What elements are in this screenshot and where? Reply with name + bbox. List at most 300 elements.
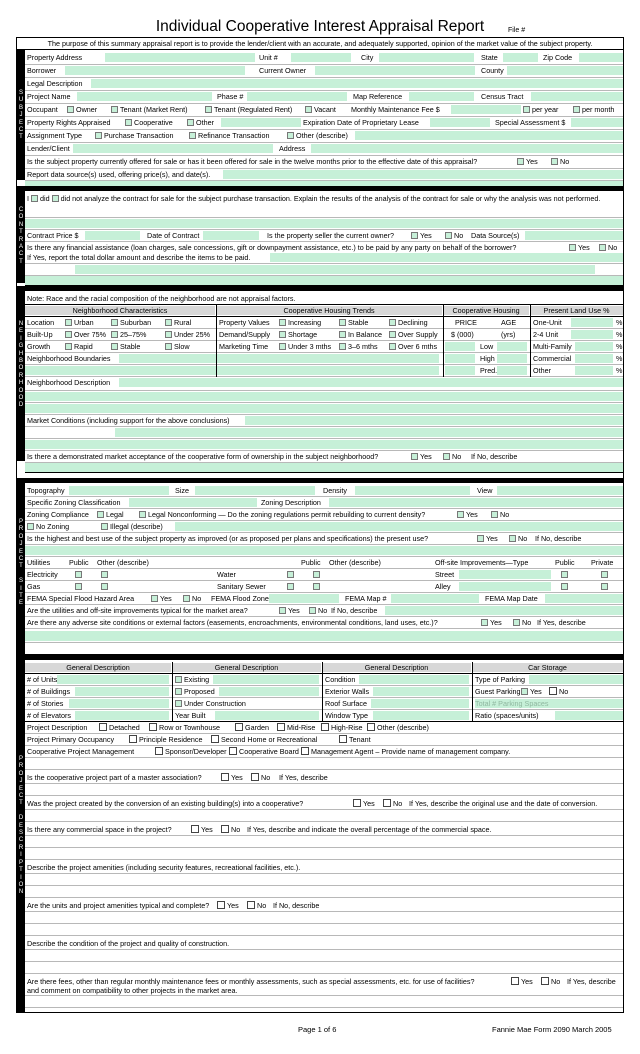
maint-fee-label: Monthly Maintenance Fee $ — [351, 105, 440, 114]
fema-yes-checkbox[interactable] — [151, 595, 158, 602]
rapid-checkbox[interactable] — [65, 343, 72, 350]
nbhd-description-field[interactable] — [119, 378, 623, 387]
refinance-label: Refinance Transaction — [198, 131, 270, 140]
illegal-checkbox[interactable] — [101, 523, 108, 530]
adverse-field[interactable] — [25, 631, 623, 641]
proj-row-conversion — [25, 796, 623, 810]
zoning-class-field[interactable] — [129, 498, 257, 507]
fema-yes-label: Yes — [160, 594, 172, 603]
guest-yes-checkbox[interactable] — [521, 688, 528, 695]
lender-field[interactable] — [73, 144, 273, 153]
elevators-field[interactable] — [75, 711, 169, 720]
did-checkbox[interactable] — [31, 195, 38, 202]
mgmt-agent-label: Management Agent – Provide name of management company. — [311, 747, 511, 756]
nbhd-header-row — [25, 305, 623, 317]
census-field[interactable] — [531, 92, 623, 101]
elevators-label: # of Elevators — [27, 711, 71, 720]
unit-field[interactable] — [291, 53, 351, 62]
special-assessment-field[interactable] — [571, 118, 623, 127]
expiration-label: Expiration Date of Proprietary Lease — [303, 118, 419, 127]
topography-label: Topography — [27, 486, 65, 495]
proj-other-checkbox[interactable] — [367, 723, 375, 731]
borrower-field[interactable] — [65, 66, 245, 75]
nbhd-row-desc2 — [25, 391, 623, 403]
hbu-no-checkbox[interactable] — [509, 535, 516, 542]
site-row-adverse2 — [25, 629, 623, 643]
market-conditions-field[interactable] — [245, 416, 623, 425]
existing-checkbox[interactable] — [175, 676, 182, 683]
alley-public-checkbox[interactable] — [561, 583, 568, 590]
sponsor-label: Sponsor/Developer — [165, 747, 227, 756]
offered-no-checkbox[interactable] — [551, 158, 558, 165]
rebuild-no-checkbox[interactable] — [491, 511, 498, 518]
nbhd-description-label: Neighborhood Description — [27, 378, 111, 387]
values-stable-checkbox[interactable] — [339, 319, 346, 326]
compliance-label: Zoning Compliance — [27, 510, 89, 519]
prop-values-label: Property Values — [219, 318, 270, 327]
nbhd-row-boundaries2 — [25, 365, 623, 377]
assist-no-checkbox[interactable] — [599, 244, 606, 251]
proj-row-conversion2 — [25, 810, 623, 822]
offered-no-label: No — [560, 157, 570, 166]
contract-row-analysis — [25, 193, 623, 218]
proposed-checkbox[interactable] — [175, 688, 182, 695]
nbhd-row-boundaries — [25, 353, 623, 365]
over75-checkbox[interactable] — [65, 331, 72, 338]
in-balance-label: In Balance — [348, 330, 382, 339]
proj-row-master — [25, 770, 623, 784]
site-section-bar: P R O J E C T S I T E — [17, 483, 25, 663]
site-row-adverse — [25, 617, 623, 629]
rural-checkbox[interactable] — [165, 319, 172, 326]
proj-row-typical2 — [25, 912, 623, 924]
acceptance-ifno-label: If No, describe — [471, 452, 518, 461]
nonconforming-checkbox[interactable] — [139, 511, 146, 518]
map-ref-field[interactable] — [409, 92, 474, 101]
vacant-checkbox[interactable] — [305, 106, 312, 113]
refinance-checkbox[interactable] — [189, 132, 196, 139]
subject-row-address — [25, 52, 623, 65]
lender-address-label: Address — [279, 144, 306, 153]
ratio-field[interactable] — [555, 711, 623, 720]
commercial-label: Commercial — [533, 354, 572, 363]
buildings-field[interactable] — [75, 687, 169, 696]
window-field[interactable] — [373, 711, 469, 720]
ext-walls-field[interactable] — [373, 687, 469, 696]
market-conditions-field-2[interactable] — [115, 428, 623, 437]
proj-typical-yes-checkbox[interactable] — [217, 901, 225, 909]
street-private-checkbox[interactable] — [601, 571, 608, 578]
hbu-yes-label: Yes — [486, 534, 498, 543]
neighborhood-section-bar: N E I G H B O R H O O D — [17, 291, 25, 461]
under-construction-checkbox[interactable] — [175, 700, 182, 707]
guest-no-label: No — [559, 687, 569, 696]
nonconforming-label: Legal Nonconforming — Do the zoning regulations permit rebuilding to current density? — [148, 510, 426, 519]
vacant-label: Vacant — [314, 105, 336, 114]
subject-section-bar: S U B J E C T — [17, 50, 25, 180]
purchase-checkbox[interactable] — [95, 132, 102, 139]
high-price-field[interactable] — [445, 354, 475, 363]
proj-typical-no-checkbox[interactable] — [247, 901, 255, 909]
nbhd-row-growth — [25, 341, 623, 353]
water-other-checkbox[interactable] — [313, 571, 320, 578]
seller-owner-question: Is the property seller the current owner? — [267, 231, 395, 240]
proj-row-commercial2 — [25, 836, 623, 848]
state-field[interactable] — [503, 53, 538, 62]
values-stable-label: Stable — [348, 318, 369, 327]
tenant-market-label: Tenant (Market Rent) — [120, 105, 188, 114]
conversion-yes-checkbox[interactable] — [353, 799, 361, 807]
p25-75-checkbox[interactable] — [111, 331, 118, 338]
rebuild-yes-checkbox[interactable] — [457, 511, 464, 518]
data-source-field[interactable] — [223, 170, 623, 179]
two-four-label: 2-4 Unit — [533, 330, 559, 339]
did-label: did — [40, 194, 50, 203]
age-unit-label: (yrs) — [501, 330, 516, 339]
adverse-question: Are there any adverse site conditions or external factors (easements, encroachments, environmental conditions, land uses, etc.)? — [27, 618, 438, 627]
row-townhouse-checkbox[interactable] — [149, 723, 157, 731]
proj-row-mgmt2 — [25, 758, 623, 770]
project-name-field[interactable] — [77, 92, 212, 101]
market-conditions-field-3[interactable] — [25, 440, 623, 449]
assist-yes-checkbox[interactable] — [569, 244, 576, 251]
did-not-checkbox[interactable] — [52, 195, 59, 202]
builtup-label: Built-Up — [27, 330, 53, 339]
offered-yes-label: Yes — [526, 157, 538, 166]
assignment-other-checkbox[interactable] — [287, 132, 294, 139]
legal-checkbox[interactable] — [97, 511, 104, 518]
condition-field[interactable] — [359, 675, 469, 684]
gas-label: Gas — [27, 582, 41, 591]
legal-field[interactable] — [91, 79, 623, 88]
map-ref-label: Map Reference — [353, 92, 403, 101]
acceptance-no-checkbox[interactable] — [443, 453, 450, 460]
offsite-private-header: Private — [591, 558, 614, 567]
zip-label: Zip Code — [543, 53, 573, 62]
mid-rise-checkbox[interactable] — [277, 723, 285, 731]
assignment-label: Assignment Type — [27, 131, 83, 140]
over6-checkbox[interactable] — [389, 343, 396, 350]
assist-describe-field[interactable] — [75, 265, 595, 274]
site-typical-field[interactable] — [385, 606, 623, 615]
county-field[interactable] — [507, 66, 623, 75]
phase-label: Phase # — [217, 92, 244, 101]
contract-analysis-field[interactable] — [25, 219, 623, 228]
site-typical-question: Are the utilities and off-site improvements typical for the market area? — [27, 606, 248, 615]
site-row-gas — [25, 581, 623, 593]
purchase-label: Purchase Transaction — [104, 131, 174, 140]
site-typical-yes-checkbox[interactable] — [279, 607, 286, 614]
offered-yes-checkbox[interactable] — [517, 158, 524, 165]
location-label: Location — [27, 318, 55, 327]
zoning-desc-field[interactable] — [329, 498, 623, 507]
gas-other-checkbox[interactable] — [101, 583, 108, 590]
sponsor-checkbox[interactable] — [155, 747, 163, 755]
under25-checkbox[interactable] — [165, 331, 172, 338]
master-no-checkbox[interactable] — [251, 773, 259, 781]
acceptance-yes-label: Yes — [420, 452, 432, 461]
proj-row-condition3 — [25, 962, 623, 974]
existing-field[interactable] — [213, 675, 319, 684]
subject-row-borrower — [25, 65, 623, 78]
alley-private-checkbox[interactable] — [601, 583, 608, 590]
rights-other-checkbox[interactable] — [187, 119, 194, 126]
alley-field[interactable] — [459, 582, 551, 591]
two-four-pct: % — [616, 330, 623, 339]
proj-row-commercial — [25, 822, 623, 836]
nbhd-description-field-2[interactable] — [25, 392, 623, 401]
ext-walls-label: Exterior Walls — [325, 687, 370, 696]
acceptance-question: Is there a demonstrated market acceptance of the cooperative form of ownership in the subject neighborhood? — [27, 452, 379, 461]
contract-section-bar: C O N T R A C T — [17, 191, 25, 283]
shortage-checkbox[interactable] — [279, 331, 286, 338]
nbhd-description-field-3[interactable] — [25, 404, 623, 413]
did-not-label: did not analyze the contract for sale for the subject purchase transaction. Explain the results of the analysis of the contract for sale or why the analysis was not performed. — [60, 194, 601, 203]
seller-yes-label: Yes — [420, 231, 432, 240]
roof-label: Roof Surface — [325, 699, 367, 708]
adverse-yes-checkbox[interactable] — [481, 619, 488, 626]
commercial-field[interactable] — [575, 354, 613, 363]
city-field[interactable] — [379, 53, 474, 62]
slow-checkbox[interactable] — [165, 343, 172, 350]
conversion-ifyes: If Yes, describe the original use and the date of conversion. — [409, 799, 598, 808]
detached-checkbox[interactable] — [99, 723, 107, 731]
maint-fee-field[interactable] — [451, 105, 521, 114]
pred-price-field[interactable] — [445, 366, 475, 375]
electricity-other-checkbox[interactable] — [101, 571, 108, 578]
hbu-yes-checkbox[interactable] — [477, 535, 484, 542]
nbhd-row-desc3 — [25, 403, 623, 415]
guest-parking-label: Guest Parking — [475, 687, 521, 696]
site-typical-no-label: No — [318, 606, 328, 615]
fema-no-label: No — [192, 594, 202, 603]
high-age-field[interactable] — [497, 354, 527, 363]
sewer-other-checkbox[interactable] — [313, 583, 320, 590]
offered-question: Is the subject property currently offered for sale or has it been offered for sale in the twelve months prior to the effective date of this appraisal? — [27, 157, 478, 166]
no-zoning-label: No Zoning — [36, 522, 70, 531]
two-four-field[interactable] — [571, 330, 613, 339]
urban-checkbox[interactable] — [65, 319, 72, 326]
assist-describe-field-2[interactable] — [25, 276, 623, 285]
nbhd-row-builtup — [25, 329, 623, 341]
proj-row-fees — [25, 974, 623, 996]
seller-no-checkbox[interactable] — [445, 232, 452, 239]
in-balance-checkbox[interactable] — [339, 331, 346, 338]
fema-map-label: FEMA Map # — [345, 594, 387, 603]
second-home-checkbox[interactable] — [211, 735, 219, 743]
per-year-checkbox[interactable] — [523, 106, 530, 113]
alley-label: Alley — [435, 582, 451, 591]
acceptance-field[interactable] — [25, 463, 623, 472]
proj-row-amenities3 — [25, 886, 623, 898]
buildings-label: # of Buildings — [27, 687, 71, 696]
zip-field[interactable] — [579, 53, 623, 62]
boundaries-field-2[interactable] — [25, 366, 439, 375]
site-typical-no-checkbox[interactable] — [309, 607, 316, 614]
zoning-desc-label: Zoning Description — [261, 498, 321, 507]
cooperative-checkbox[interactable] — [125, 119, 132, 126]
over-supply-checkbox[interactable] — [389, 331, 396, 338]
street-field[interactable] — [459, 570, 551, 579]
topography-field[interactable] — [69, 486, 169, 495]
row-townhouse-label: Row or Townhouse — [159, 723, 220, 732]
declining-checkbox[interactable] — [389, 319, 396, 326]
zoning-class-label: Specific Zoning Classification — [27, 498, 121, 507]
tenant-market-checkbox[interactable] — [111, 106, 118, 113]
sewer-public-checkbox[interactable] — [287, 583, 294, 590]
assist-amount-field[interactable] — [270, 253, 623, 262]
suburban-checkbox[interactable] — [111, 319, 118, 326]
per-month-label: per month — [582, 105, 615, 114]
phase-field[interactable] — [247, 92, 347, 101]
cooperative-label: Cooperative — [134, 118, 173, 127]
under3-checkbox[interactable] — [279, 343, 286, 350]
high-label: High — [480, 354, 495, 363]
fema-map-field[interactable] — [391, 594, 479, 603]
age-header: AGE — [501, 318, 517, 327]
coop-trends-header: Cooperative Housing Trends — [216, 306, 442, 315]
rights-other-field[interactable] — [221, 118, 301, 127]
master-ifyes: If Yes, describe — [279, 773, 328, 782]
master-yes-checkbox[interactable] — [221, 773, 229, 781]
expiration-field[interactable] — [430, 118, 490, 127]
property-address-label: Property Address — [27, 53, 83, 62]
size-field[interactable] — [195, 486, 315, 495]
owner-checkbox[interactable] — [67, 106, 74, 113]
tenant-regulated-checkbox[interactable] — [205, 106, 212, 113]
legal-label: Legal — [106, 510, 124, 519]
street-public-checkbox[interactable] — [561, 571, 568, 578]
site-row-compliance — [25, 509, 623, 521]
low-age-field[interactable] — [497, 342, 527, 351]
proposed-field[interactable] — [219, 687, 319, 696]
roof-field[interactable] — [371, 699, 469, 708]
seller-yes-checkbox[interactable] — [411, 232, 418, 239]
increasing-checkbox[interactable] — [279, 319, 286, 326]
guest-no-checkbox[interactable] — [549, 687, 557, 695]
commercial-no-checkbox[interactable] — [221, 825, 229, 833]
purpose-row — [17, 38, 623, 50]
proj-desc-label: Project Description — [27, 723, 88, 732]
utilities-public-header: Public — [69, 558, 89, 567]
commercial-pct: % — [616, 354, 623, 363]
commercial-no-label: No — [231, 825, 241, 834]
illegal-describe-field[interactable] — [175, 522, 623, 531]
fees-question: Are there fees, other than regular monthly maintenance fees or monthly assessments, such as special assessments, etc. for use of facilities? — [27, 977, 475, 986]
commercial-ifyes: If Yes, describe and indicate the overall percentage of the commercial space. — [247, 825, 492, 834]
coop-board-checkbox[interactable] — [229, 747, 237, 755]
multi-pct: % — [616, 342, 623, 351]
utilities-other-header: Other (describe) — [97, 558, 149, 567]
proj-row-condition2 — [25, 950, 623, 962]
other-use-field[interactable] — [575, 366, 613, 375]
fema-no-checkbox[interactable] — [183, 595, 190, 602]
neighborhood-divider — [17, 286, 623, 291]
year-built-field[interactable] — [215, 711, 319, 720]
subject-row-legal — [25, 78, 623, 91]
price-unit-label: $ (000) — [451, 330, 474, 339]
adverse-no-checkbox[interactable] — [513, 619, 520, 626]
high-rise-checkbox[interactable] — [321, 723, 329, 731]
subject-row-offered — [25, 156, 623, 169]
stories-field[interactable] — [69, 699, 169, 708]
slow-label: Slow — [174, 342, 190, 351]
hbu-describe-field[interactable] — [25, 546, 623, 555]
contract-datasrc-field[interactable] — [525, 231, 623, 240]
low-price-field[interactable] — [445, 342, 475, 351]
boundaries-field[interactable] — [119, 354, 439, 363]
principle-checkbox[interactable] — [129, 735, 137, 743]
gen-desc-header-3: General Description — [322, 663, 471, 672]
acceptance-yes-checkbox[interactable] — [411, 453, 418, 460]
density-field[interactable] — [355, 486, 470, 495]
type-parking-field[interactable] — [529, 675, 623, 684]
current-owner-field[interactable] — [315, 66, 475, 75]
detached-label: Detached — [109, 723, 140, 732]
m3-6-checkbox[interactable] — [339, 343, 346, 350]
hbu-ifno-label: If No, describe — [535, 534, 582, 543]
contract-row-assist — [25, 242, 623, 264]
contract-date-field[interactable] — [203, 231, 259, 240]
site-row-utilities-header — [25, 557, 623, 569]
proj-header-row — [25, 662, 623, 674]
pred-age-field[interactable] — [497, 366, 527, 375]
water-label: Water — [217, 570, 236, 579]
over75-label: Over 75% — [74, 330, 106, 339]
commercial-yes-checkbox[interactable] — [191, 825, 199, 833]
units-field[interactable] — [57, 675, 169, 684]
one-unit-field[interactable] — [571, 318, 613, 327]
gas-public-checkbox[interactable] — [75, 583, 82, 590]
no-zoning-checkbox[interactable] — [27, 523, 34, 530]
nbhd-row-market2 — [25, 427, 623, 439]
contract-datasrc-label: Data Source(s) — [471, 231, 520, 240]
multi-field[interactable] — [575, 342, 613, 351]
car-storage-header: Car Storage — [472, 663, 623, 672]
assignment-other-field[interactable] — [355, 131, 623, 140]
per-year-label: per year — [532, 105, 559, 114]
proj-row-condition — [25, 936, 623, 950]
view-field[interactable] — [497, 486, 623, 495]
contract-price-field[interactable] — [85, 231, 140, 240]
water-public-checkbox[interactable] — [287, 571, 294, 578]
conversion-no-checkbox[interactable] — [383, 799, 391, 807]
total-spaces-field[interactable]: Total # Parking Spaces — [475, 699, 623, 708]
assist-question: Is there any financial assistance (loan charges, sale concessions, gift or downpayment assistance, etc.) to be paid by any party on behalf of the borrower? — [27, 243, 517, 252]
per-month-checkbox[interactable] — [573, 106, 580, 113]
other-use-label: Other — [533, 366, 551, 375]
growth-stable-checkbox[interactable] — [111, 343, 118, 350]
fema-date-field[interactable] — [545, 594, 623, 603]
density-label: Density — [323, 486, 347, 495]
fema-zone-field[interactable] — [269, 594, 339, 603]
mgmt-agent-checkbox[interactable] — [301, 747, 309, 755]
fees-yes-label: Yes — [521, 977, 533, 986]
fema-date-label: FEMA Map Date — [485, 594, 538, 603]
tenant-checkbox[interactable] — [339, 735, 347, 743]
lender-address-field[interactable] — [311, 144, 623, 153]
fees-no-label: No — [551, 977, 561, 986]
garden-checkbox[interactable] — [235, 723, 243, 731]
fees-yes-checkbox[interactable] — [511, 977, 519, 985]
property-address-field[interactable] — [105, 53, 255, 62]
electricity-public-checkbox[interactable] — [75, 571, 82, 578]
master-question: Is the cooperative project part of a master association? — [27, 773, 202, 782]
subject-row-datasource — [25, 169, 623, 181]
subject-row-project — [25, 91, 623, 104]
rights-label: Property Rights Appraised — [27, 118, 111, 127]
fees-no-checkbox[interactable] — [541, 977, 549, 985]
